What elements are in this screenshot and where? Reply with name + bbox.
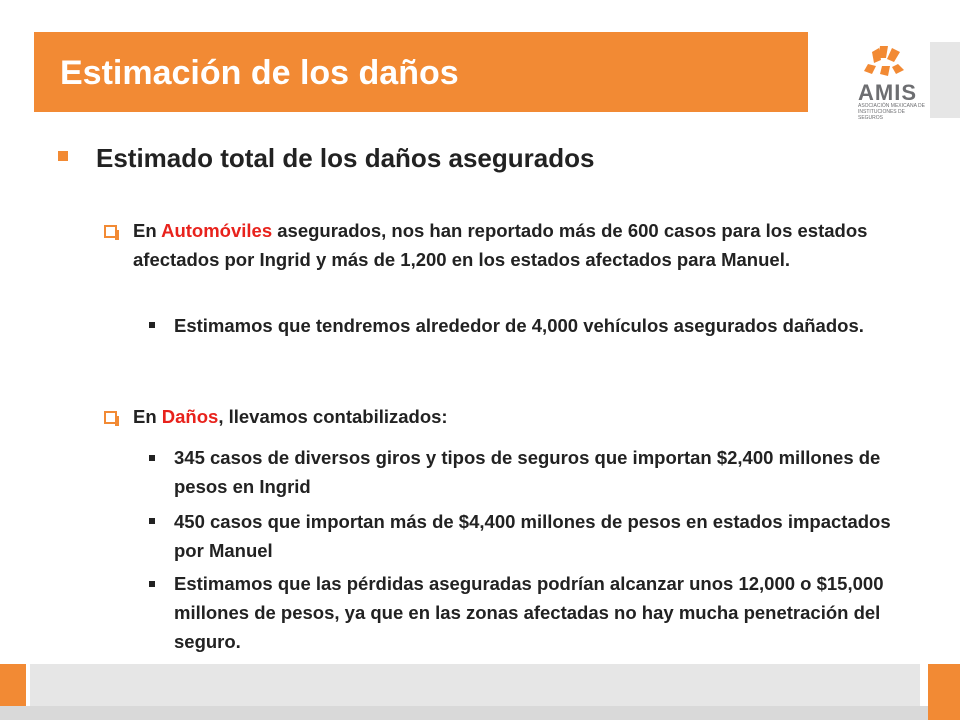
highlight-automoviles: Automóviles	[161, 220, 273, 241]
section-text: asegurados, nos han reportado más de 600 casos para los estados afectados por Ingrid y más de 1,200 en los estados afectados para Manuel.	[133, 220, 868, 270]
checkbox-bullet-icon	[104, 225, 117, 238]
section-prefix: En	[133, 406, 162, 427]
section-prefix: En	[133, 220, 162, 241]
section-danos	[133, 402, 903, 431]
sub-item: Estimamos que las pérdidas aseguradas podrían alcanzar unos 12,000 o $15,000 millones de pesos, ya que en las zonas afectadas no hay mucha penetración del seguro.	[174, 573, 884, 652]
section-text: , llevamos contabilizados:	[218, 406, 448, 427]
logo-subtitle: ASOCIACIÓN MEXICANA DE INSTITUCIONES DE SEGUROS	[858, 103, 925, 121]
slide-title: Estimación de los daños	[60, 54, 459, 92]
sub-item: 450 casos que importan más de $4,400 millones de pesos en estados impactados por Manuel	[174, 511, 891, 561]
section-automoviles	[133, 216, 903, 274]
footer-bar	[0, 706, 960, 720]
footer-accent-right	[928, 664, 960, 720]
bullet-icon	[149, 322, 155, 328]
main-heading: Estimado total de los daños asegurados	[96, 143, 595, 173]
footer-band	[30, 664, 920, 710]
bullet-icon	[149, 455, 155, 461]
title-bar	[34, 32, 808, 112]
bullet-icon	[149, 581, 155, 587]
side-decoration	[930, 42, 960, 118]
checkbox-bullet-icon	[104, 411, 117, 424]
bullet-icon	[149, 518, 155, 524]
sub-item: 345 casos de diversos giros y tipos de seguros que importan $2,400 millones de pesos en Ingrid	[174, 447, 881, 497]
highlight-danos: Daños	[161, 406, 219, 427]
sub-item: Estimamos que tendremos alrededor de 4,000 vehículos asegurados dañados.	[174, 315, 864, 336]
logo-name: AMIS	[858, 80, 917, 105]
square-bullet-icon	[58, 151, 68, 161]
